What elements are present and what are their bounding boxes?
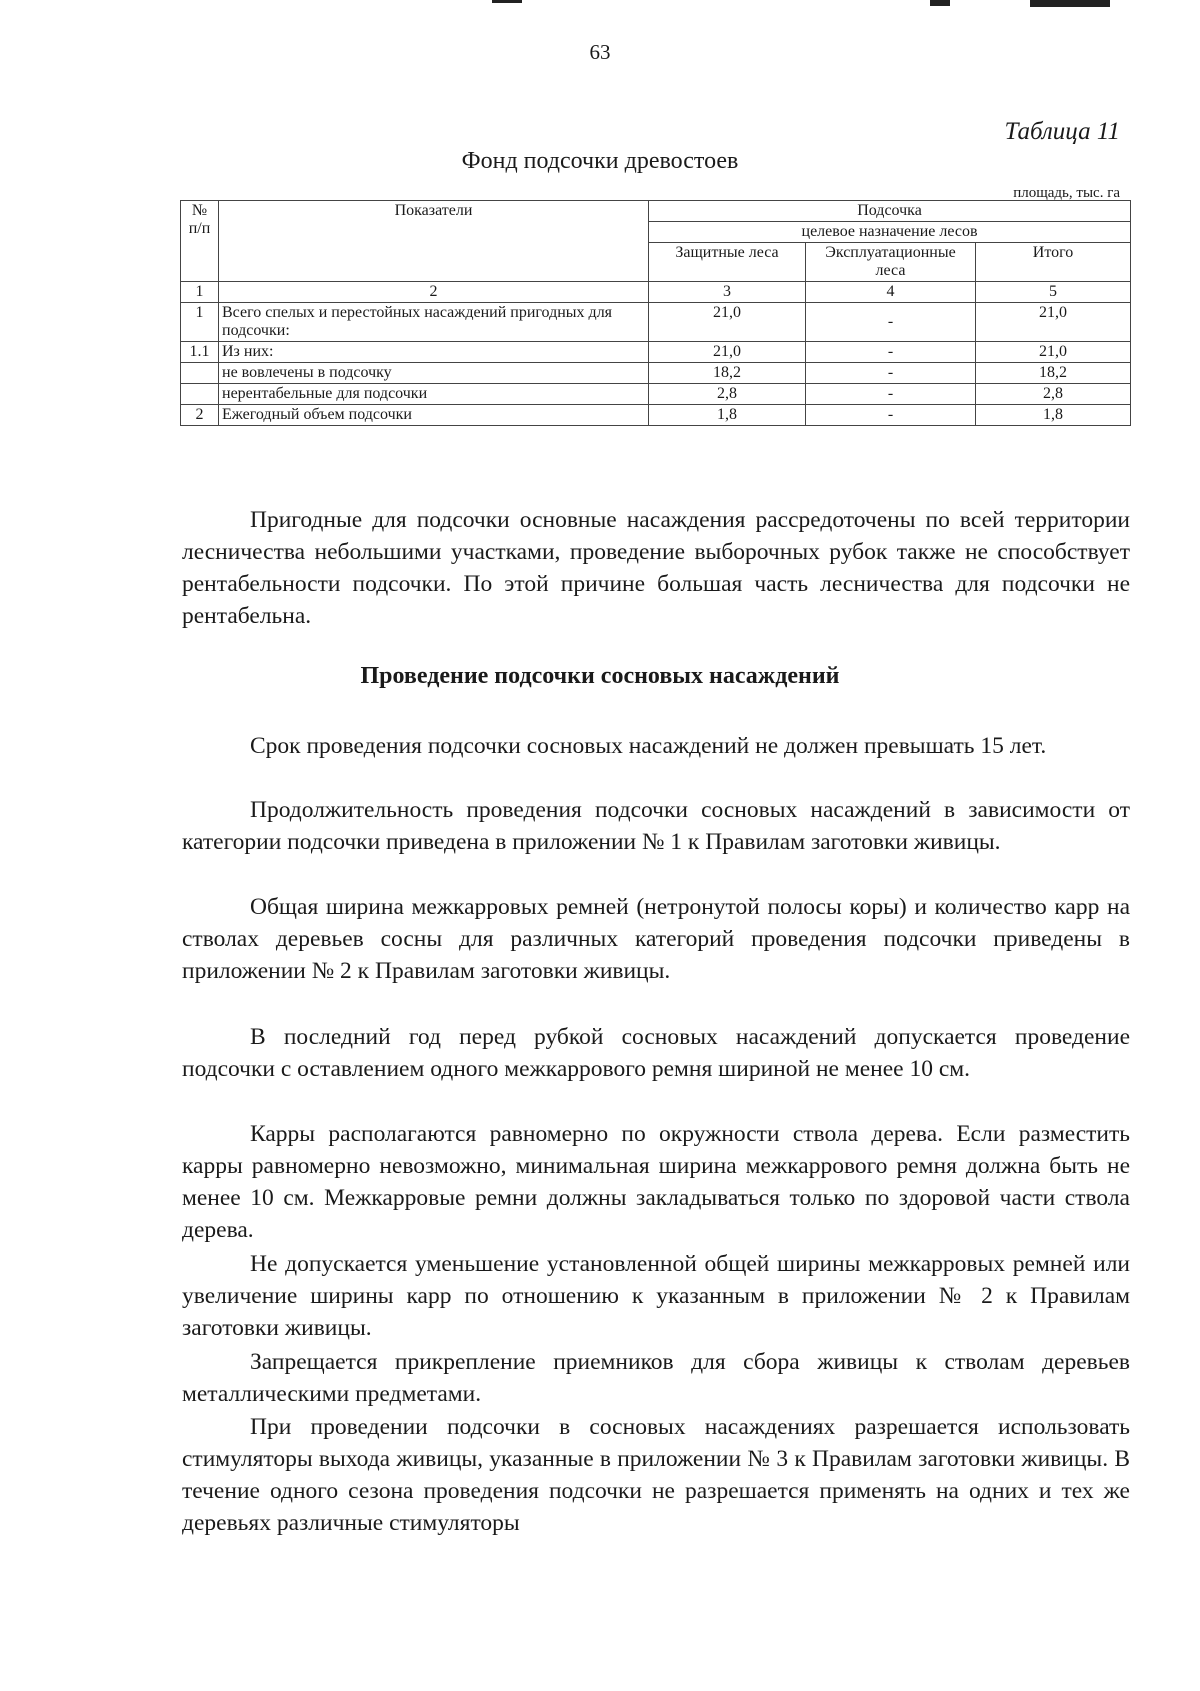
- row-exploitation: -: [806, 405, 976, 426]
- row-protective: 2,8: [649, 384, 806, 405]
- col-number: 4: [806, 282, 976, 303]
- header-total: Итого: [976, 243, 1131, 282]
- row-protective: 18,2: [649, 363, 806, 384]
- scan-artifact: [492, 0, 522, 3]
- intro-paragraph: Пригодные для подсочки основные насаждения рассредоточены по всей территории лесничества небольшими участками, проведение выборочных рубок также не способствует рентабельности подсочки. По этой причине большая часть лесничества для подсочки не рентабельна.: [182, 507, 1130, 629]
- units-note: площадь, тыс. га: [1013, 185, 1120, 201]
- row-total: 18,2: [976, 363, 1131, 384]
- col-number: 1: [181, 282, 219, 303]
- col-number: 2: [219, 282, 649, 303]
- row-total: 1,8: [976, 405, 1131, 426]
- row-label: Из них:: [219, 342, 649, 363]
- table-row: [181, 303, 1131, 342]
- page-number: 63: [589, 40, 611, 64]
- body-paragraph: В последний год перед рубкой сосновых насаждений допускается проведение подсочки с оставлением одного межкаррового ремня шириной не менее 10 см.: [182, 1024, 1130, 1082]
- row-total: 2,8: [976, 384, 1131, 405]
- col-number: 3: [649, 282, 806, 303]
- row-num: [181, 384, 219, 405]
- row-exploitation: -: [806, 384, 976, 405]
- row-label: нерентабельные для подсочки: [219, 384, 649, 405]
- header-subgroup: целевое назначение лесов: [649, 222, 1131, 243]
- body-paragraph: Карры располагаются равномерно по окружности ствола дерева. Если разместить карры равномерно невозможно, минимальная ширина межкаррового ремня должна быть не менее 10 см. Межкарровые ремни должны закладываться только по здоровой части ствола дерева.: [182, 1121, 1130, 1243]
- row-num: 1: [181, 303, 219, 342]
- row-exploitation: -: [806, 303, 976, 342]
- body-paragraph: Общая ширина межкарровых ремней (нетронутой полосы коры) и количество карр на стволах деревьев сосны для различных категорий проведения подсочки приведены в приложении № 2 к Правилам заготовки живицы.: [182, 894, 1130, 984]
- row-exploitation: -: [806, 363, 976, 384]
- header-indicators: Показатели: [219, 201, 649, 282]
- row-label: Всего спелых и перестойных насаждений пригодных для подсочки:: [219, 303, 649, 342]
- body-paragraph: При проведении подсочки в сосновых насаждениях разрешается использовать стимуляторы выхода живицы, указанные в приложении № 3 к Правилам заготовки живицы. В течение одного сезона проведения подсочки не разрешается применять на одних и тех же деревьях различные стимуляторы: [182, 1414, 1130, 1536]
- row-total: 21,0: [976, 342, 1131, 363]
- section-heading: Проведение подсочки сосновых насаждений: [360, 663, 840, 689]
- row-num: 2: [181, 405, 219, 426]
- table-row: [181, 405, 1131, 426]
- row-protective: 1,8: [649, 405, 806, 426]
- table-title: Фонд подсочки древостоев: [461, 148, 739, 174]
- forest-tapping-table: [180, 200, 1131, 426]
- body-paragraph: Не допускается уменьшение установленной общей ширины межкарровых ремней или увеличение ширины карр по отношению к указанным в приложении № 2 к Правилам заготовки живицы.: [182, 1251, 1130, 1341]
- row-protective: 21,0: [649, 303, 806, 342]
- body-paragraph: Срок проведения подсочки сосновых насаждений не должен превышать 15 лет.: [250, 733, 1047, 759]
- row-label: Ежегодный объем подсочки: [219, 405, 649, 426]
- scan-artifact: [930, 0, 950, 6]
- row-total: 21,0: [976, 303, 1131, 342]
- row-label: не вовлечены в подсочку: [219, 363, 649, 384]
- row-num: [181, 363, 219, 384]
- table-row: [181, 384, 1131, 405]
- body-paragraph: Продолжительность проведения подсочки сосновых насаждений в зависимости от категории подсочки приведена в приложении № 1 к Правилам заготовки живицы.: [182, 797, 1130, 855]
- row-protective: 21,0: [649, 342, 806, 363]
- column-number-row: [181, 282, 1131, 303]
- row-exploitation: -: [806, 342, 976, 363]
- table-row: [181, 342, 1131, 363]
- col-number: 5: [976, 282, 1131, 303]
- body-paragraph: Запрещается прикрепление приемников для сбора живицы к стволам деревьев металлическими предметами.: [182, 1349, 1130, 1407]
- header-group: Подсочка: [649, 201, 1131, 222]
- scan-artifact: [1030, 0, 1110, 7]
- table-row: [181, 363, 1131, 384]
- header-num: № п/п: [181, 201, 219, 282]
- row-num: 1.1: [181, 342, 219, 363]
- header-protective: Защитные леса: [649, 243, 806, 282]
- table-label: Таблица 11: [1004, 118, 1120, 145]
- header-exploitation: Эксплуатационные леса: [806, 243, 976, 282]
